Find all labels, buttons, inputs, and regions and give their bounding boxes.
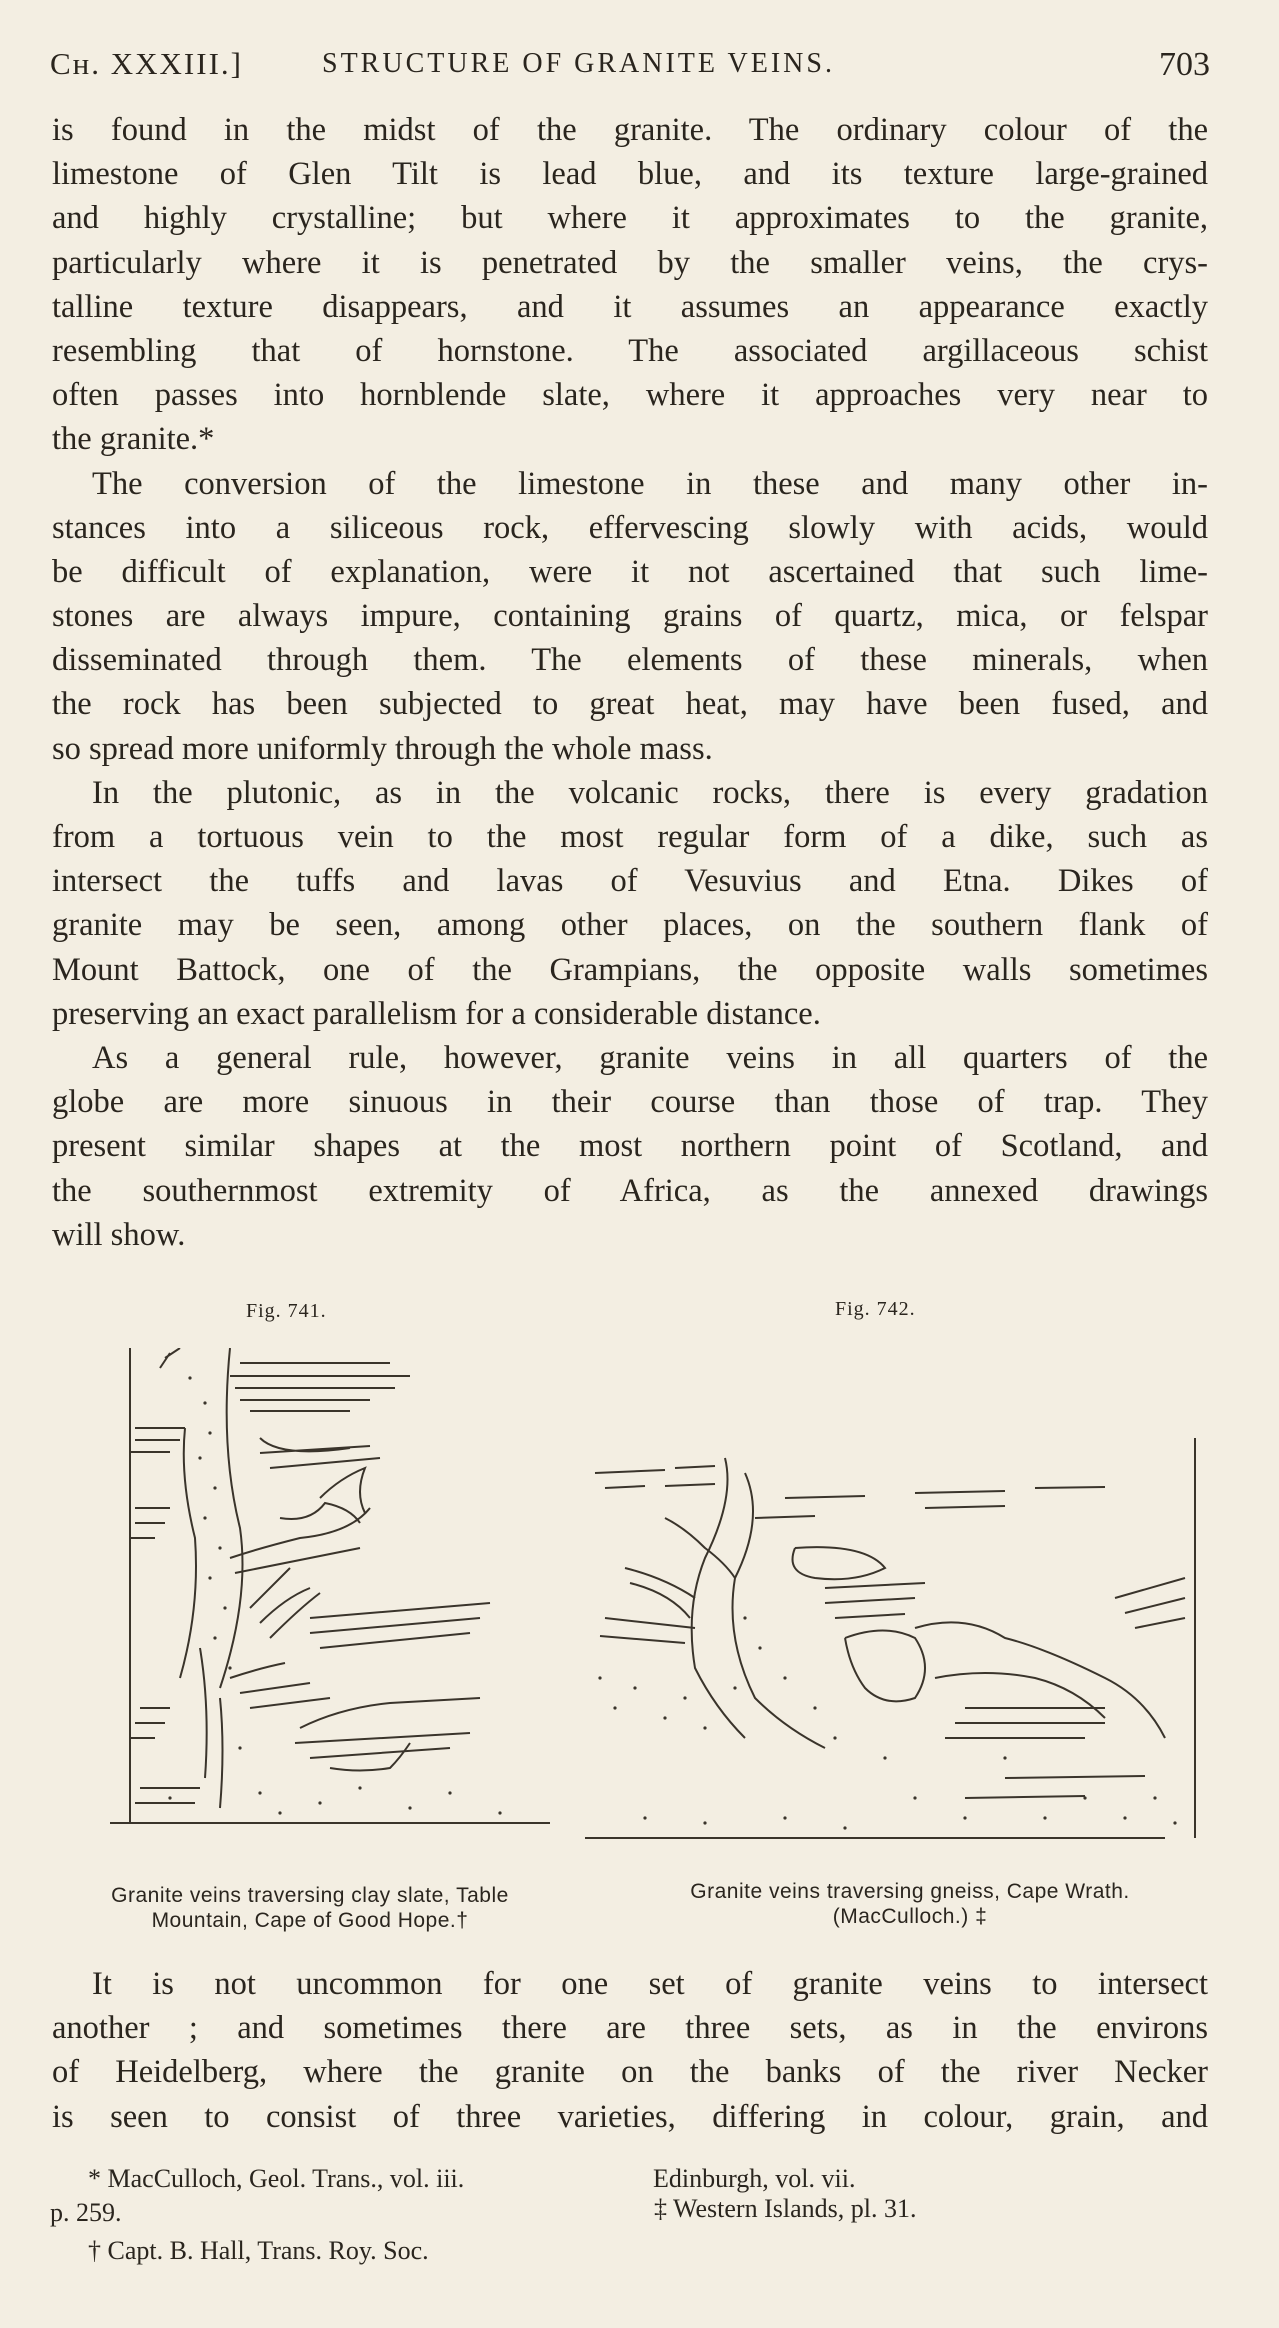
main-text-continued — [52, 1962, 1208, 2139]
text-line: the southernmost extremity of Africa, as the annexed drawings — [52, 1172, 1208, 1209]
text-line: It is not uncommon for one set of granite veins to intersect — [92, 1966, 1208, 2002]
text-line: will show. — [52, 1216, 186, 1253]
fig-741-illustration — [110, 1348, 560, 1848]
text-line: and highly crystalline; but where it approximates to the granite, — [52, 200, 1208, 237]
text-line: globe are more sinuous in their course than those of trap. They — [52, 1084, 1208, 1121]
figures-area — [50, 1298, 1230, 1938]
text-line: the granite.* — [52, 421, 215, 458]
footnote-hall: † Capt. B. Hall, Trans. Roy. Soc. — [88, 2236, 429, 2265]
text-line: from a tortuous vein to the most regular form of a dike, such as — [52, 819, 1208, 855]
text-line: talline texture disappears, and it assumes an appearance exactly — [52, 288, 1208, 325]
fig-741-caption-line: Granite veins traversing clay slate, Table — [111, 1884, 509, 1907]
chapter-title: STRUCTURE OF GRANITE VEINS. — [322, 48, 835, 79]
fig-742-label: Fig. 742. — [835, 1298, 916, 1320]
text-line: another ; and sometimes there are three sets, as in the environs — [52, 2010, 1208, 2047]
main-text — [52, 108, 1208, 1257]
text-line: As a general rule, however, granite veins in all quarters of the — [92, 1039, 1208, 1076]
text-line: often passes into hornblende slate, where it approaches very near to — [52, 377, 1208, 414]
text-line: so spread more uniformly through the whole mass. — [52, 730, 713, 767]
text-line: the rock has been subjected to great heat, may have been fused, and — [52, 686, 1208, 723]
text-line: resembling that of hornstone. The associated argillaceous schist — [52, 332, 1208, 369]
running-head: Cʜ. XXXIII.] — [50, 46, 243, 81]
text-line: present similar shapes at the most northern point of Scotland, and — [52, 1128, 1208, 1165]
fig-742-caption-line: Granite veins traversing gneiss, Cape Wrath. — [690, 1880, 1130, 1903]
text-line: particularly where it is penetrated by the smaller veins, the crys- — [52, 244, 1208, 281]
fig-742-caption-line: (MacCulloch.) ‡ — [832, 1905, 988, 1928]
fig-741-label: Fig. 741. — [246, 1300, 327, 1322]
text-line: stones are always impure, containing grains of quartz, mica, or felspar — [52, 598, 1208, 635]
text-line: The conversion of the limestone in these and many other in- — [92, 465, 1208, 502]
page-number: 703 — [1159, 46, 1210, 83]
text-line: intersect the tuffs and lavas of Vesuvius and Etna. Dikes of — [52, 863, 1208, 900]
footnote-macculloch-page: p. 259. — [50, 2198, 122, 2227]
text-line: of Heidelberg, where the granite on the banks of the river Necker — [52, 2054, 1208, 2091]
text-line: Mount Battock, one of the Grampians, the opposite walls sometimes — [52, 951, 1208, 988]
text-line: In the plutonic, as in the volcanic rocks, there is every gradation — [92, 774, 1208, 811]
text-line: stances into a siliceous rock, effervescing slowly with acids, would — [52, 509, 1208, 546]
footnotes — [50, 2164, 1208, 2294]
text-line: granite may be seen, among other places, on the southern flank of — [52, 907, 1208, 944]
footnote-macculloch: * MacCulloch, Geol. Trans., vol. iii. — [88, 2164, 465, 2193]
fig-742-illustration — [585, 1378, 1225, 1858]
text-line: is found in the midst of the granite. The ordinary colour of the — [52, 112, 1208, 148]
text-line: be difficult of explanation, were it not ascertained that such lime- — [52, 553, 1208, 590]
text-line: disseminated through them. The elements of these minerals, when — [52, 642, 1208, 679]
fig-742-caption — [610, 1879, 1210, 1929]
text-line: limestone of Glen Tilt is lead blue, and its texture large-grained — [52, 156, 1208, 193]
fig-741-caption — [50, 1883, 570, 1933]
footnote-western-islands: ‡ Western Islands, pl. 31. — [654, 2194, 917, 2223]
footnote-edinburgh: Edinburgh, vol. vii. — [653, 2164, 856, 2193]
text-line: is seen to consist of three varieties, differing in colour, grain, and — [52, 2098, 1208, 2135]
text-line: preserving an exact parallelism for a considerable distance. — [52, 995, 821, 1032]
fig-741-caption-line: Mountain, Cape of Good Hope.† — [151, 1909, 469, 1932]
page-header — [50, 46, 1210, 86]
